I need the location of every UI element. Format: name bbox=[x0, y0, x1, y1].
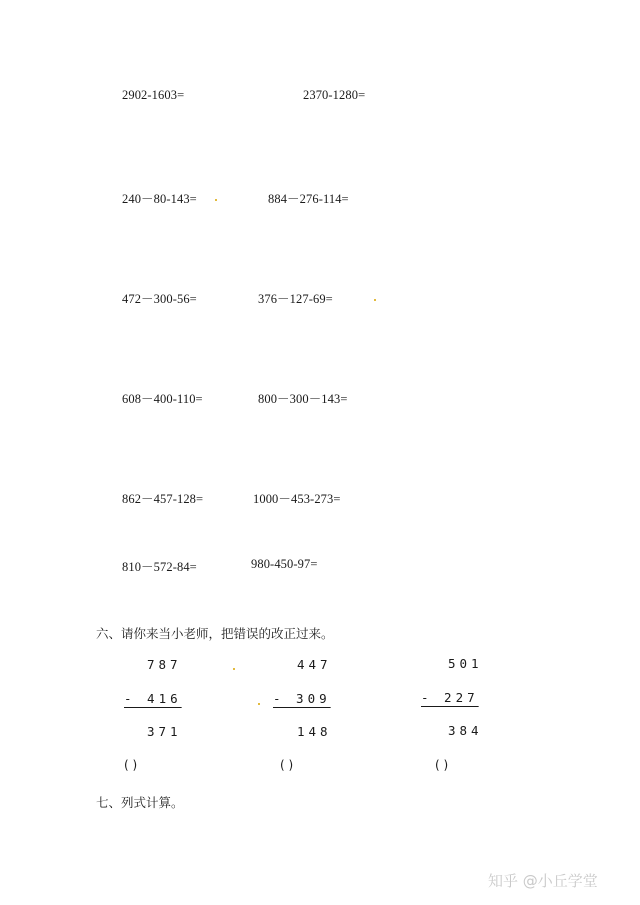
problem-3-subtrahend: - 227 bbox=[421, 690, 479, 705]
expression-9: 862－457-128= bbox=[122, 492, 204, 506]
problem-1-minuend: 787 bbox=[147, 657, 182, 672]
problem-3-result: 384 bbox=[448, 723, 483, 738]
speck-mark bbox=[233, 668, 235, 670]
problem-2-answer-blank: ( ) bbox=[280, 758, 294, 772]
section-7-title: 七、列式计算。 bbox=[96, 795, 184, 810]
expression-2: 2370-1280= bbox=[303, 88, 366, 102]
problem-2-result: 148 bbox=[297, 724, 332, 739]
expression-11: 810－572-84= bbox=[122, 560, 197, 574]
section-6-title: 六、请你来当小老师，把错误的改正过来。 bbox=[96, 626, 334, 641]
expression-5: 472－300-56= bbox=[122, 292, 197, 306]
watermark: 知乎 @小丘学堂 bbox=[488, 872, 598, 890]
problem-1-subtrahend: - 416 bbox=[124, 691, 182, 706]
expression-1: 2902-1603= bbox=[122, 88, 185, 102]
expression-4: 884－276-114= bbox=[268, 192, 349, 206]
expression-8: 800－300－143= bbox=[258, 392, 348, 406]
problem-1-result: 371 bbox=[147, 724, 182, 739]
problem-3-minuend: 501 bbox=[448, 656, 483, 671]
problem-2-minuend: 447 bbox=[297, 657, 332, 672]
problem-1-answer-blank: ( ) bbox=[124, 758, 138, 772]
speck-mark bbox=[258, 703, 260, 705]
expression-10: 1000－453-273= bbox=[253, 492, 341, 506]
expression-7: 608－400-110= bbox=[122, 392, 203, 406]
expression-6: 376－127-69= bbox=[258, 292, 333, 306]
problem-2-subtrahend: - 309 bbox=[273, 691, 331, 706]
expression-3: 240－80-143= bbox=[122, 192, 197, 206]
expression-12: 980-450-97= bbox=[251, 557, 318, 571]
speck-mark bbox=[215, 199, 217, 201]
speck-mark bbox=[374, 299, 376, 301]
problem-3-answer-blank: ( ) bbox=[435, 758, 449, 772]
